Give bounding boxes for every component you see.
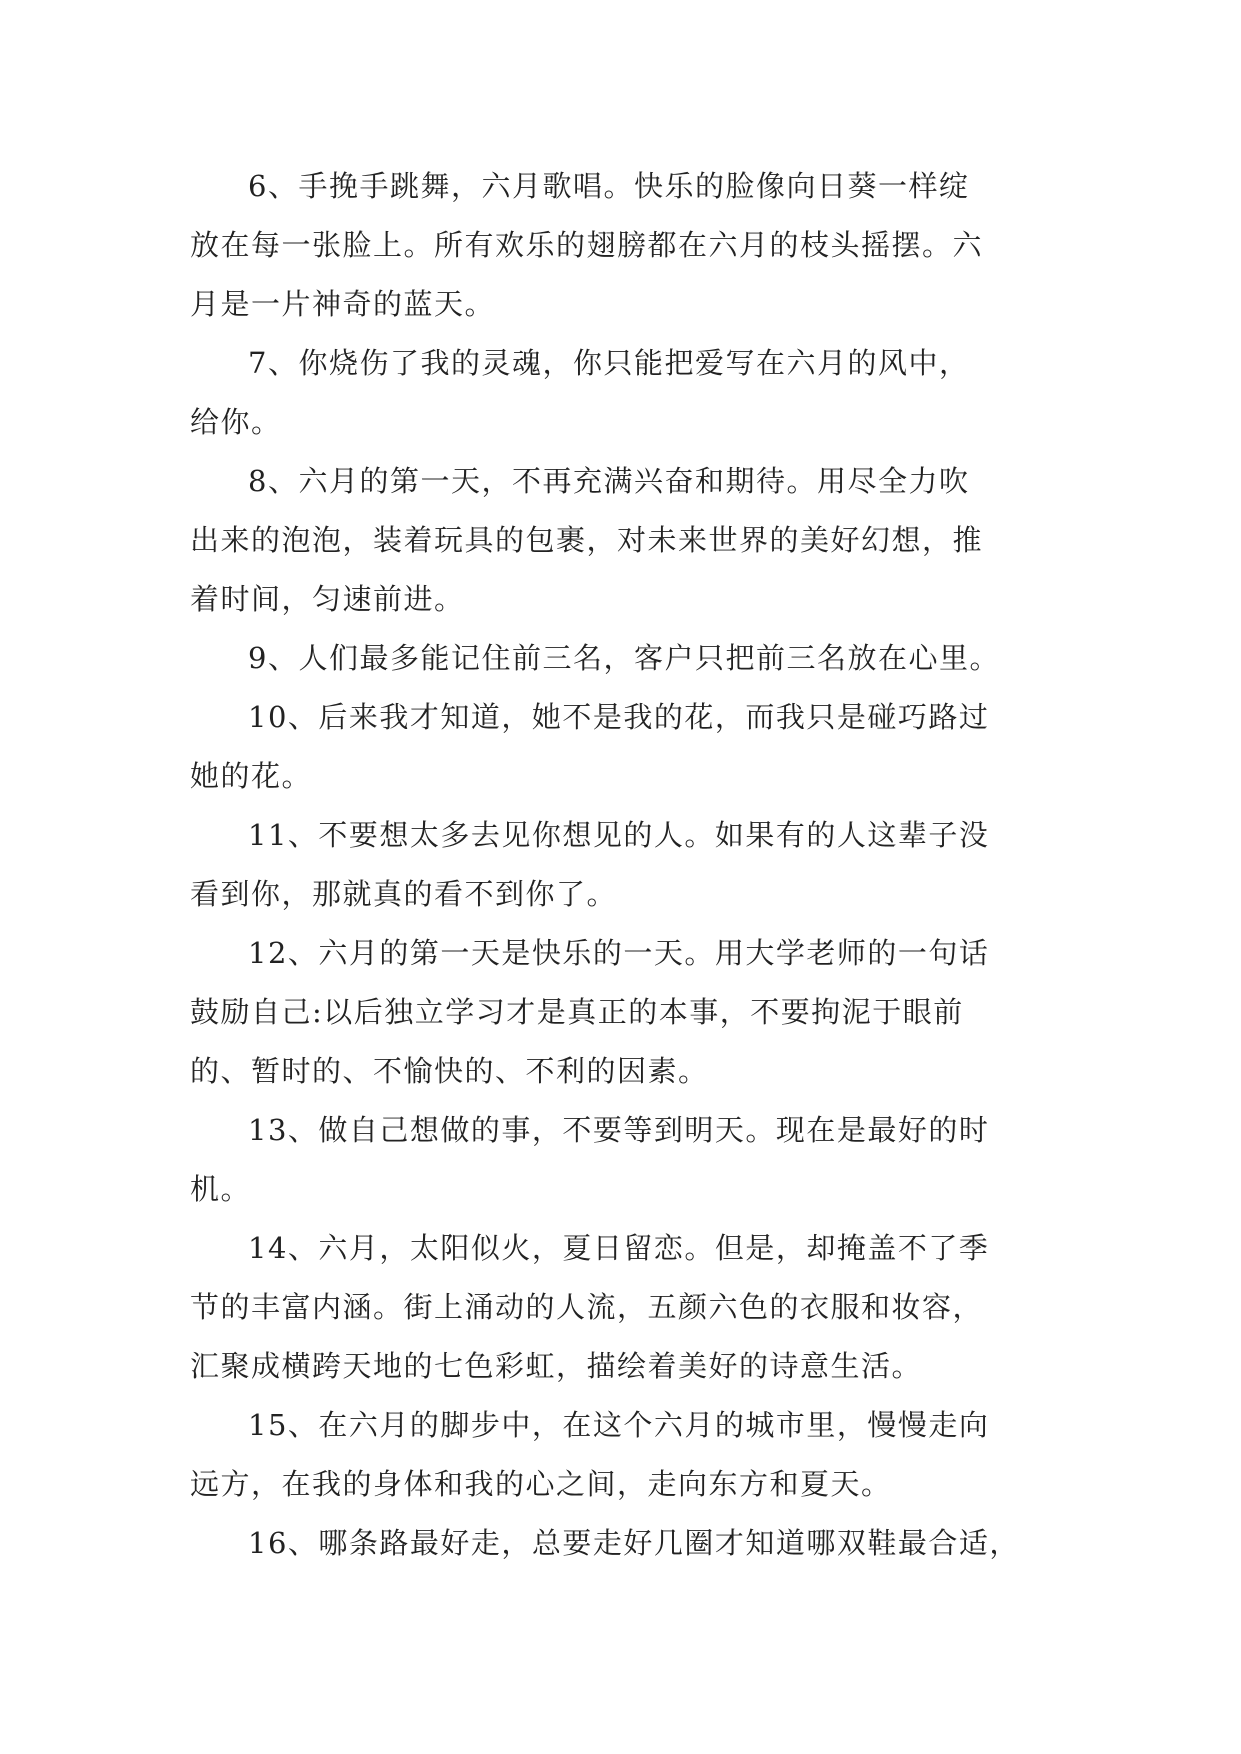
paragraph-12 <box>190 924 1060 1101</box>
paragraph-13 <box>190 1101 1060 1219</box>
paragraph-line: 放在每一张脸上。所有欢乐的翅膀都在六月的枝头摇摆。六 <box>190 228 984 262</box>
paragraph-line: 11、不要想太多去见你想见的人。如果有的人这辈子没 <box>248 818 990 852</box>
document-body <box>190 157 1060 1573</box>
paragraph-9 <box>190 629 1060 688</box>
paragraph-line: 9、人们最多能记住前三名，客户只把前三名放在心里。 <box>248 641 1000 675</box>
paragraph-16 <box>190 1514 1060 1573</box>
paragraph-line: 15、在六月的脚步中，在这个六月的城市里，慢慢走向 <box>248 1408 990 1442</box>
paragraph-line: 16、哪条路最好走，总要走好几圈才知道哪双鞋最合适， <box>248 1526 1020 1560</box>
paragraph-line: 8、六月的第一天，不再充满兴奋和期待。用尽全力吹 <box>248 464 970 498</box>
paragraph-line: 着时间，匀速前进。 <box>190 582 465 616</box>
paragraph-line: 10、后来我才知道，她不是我的花，而我只是碰巧路过 <box>248 700 990 734</box>
paragraph-6 <box>190 157 1060 334</box>
paragraph-line: 汇聚成横跨天地的七色彩虹，描绘着美好的诗意生活。 <box>190 1349 923 1383</box>
paragraph-line: 月是一片神奇的蓝天。 <box>190 287 496 321</box>
paragraph-10 <box>190 688 1060 806</box>
paragraph-line: 13、做自己想做的事，不要等到明天。现在是最好的时 <box>248 1113 990 1147</box>
paragraph-line: 她的花。 <box>190 759 313 793</box>
paragraph-line: 7、你烧伤了我的灵魂，你只能把爱写在六月的风中， <box>248 346 970 380</box>
paragraph-7 <box>190 334 1060 452</box>
paragraph-8 <box>190 452 1060 629</box>
paragraph-line: 14、六月，太阳似火，夏日留恋。但是，却掩盖不了季 <box>248 1231 990 1265</box>
paragraph-line: 鼓励自己:以后独立学习才是真正的本事，不要拘泥于眼前 <box>190 995 964 1029</box>
paragraph-15 <box>190 1396 1060 1514</box>
paragraph-line: 12、六月的第一天是快乐的一天。用大学老师的一句话 <box>248 936 990 970</box>
paragraph-line: 看到你，那就真的看不到你了。 <box>190 877 618 911</box>
paragraph-14 <box>190 1219 1060 1396</box>
paragraph-line: 6、手挽手跳舞，六月歌唱。快乐的脸像向日葵一样绽 <box>248 169 970 203</box>
paragraph-line: 的、暂时的、不愉快的、不利的因素。 <box>190 1054 709 1088</box>
paragraph-line: 远方，在我的身体和我的心之间，走向东方和夏天。 <box>190 1467 892 1501</box>
paragraph-line: 出来的泡泡，装着玩具的包裹，对未来世界的美好幻想，推 <box>190 523 984 557</box>
paragraph-line: 机。 <box>190 1172 252 1206</box>
paragraph-line: 节的丰富内涵。街上涌动的人流，五颜六色的衣服和妆容， <box>190 1290 984 1324</box>
paragraph-line: 给你。 <box>190 405 282 439</box>
paragraph-11 <box>190 806 1060 924</box>
